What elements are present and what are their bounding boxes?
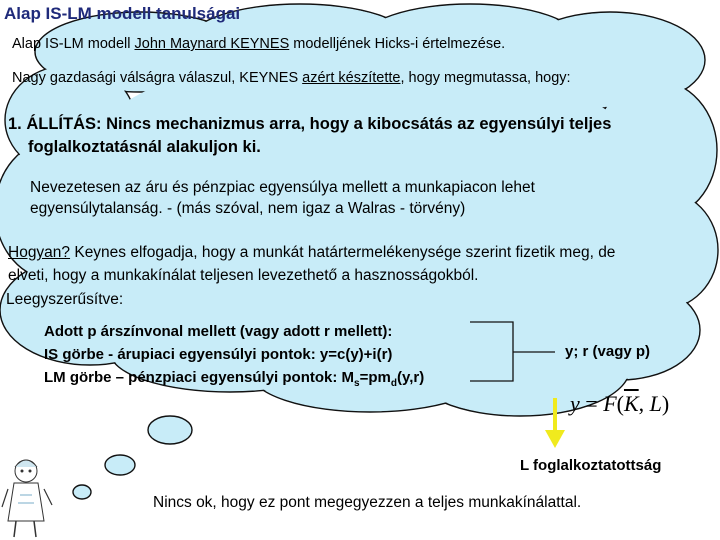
- lm-sub-s: s: [354, 378, 360, 389]
- simplified-label: Leegyszerűsítve:: [6, 291, 124, 308]
- crisis-line: [12, 70, 571, 86]
- how-question: Hogyan?: [8, 244, 71, 261]
- claim-block: [8, 113, 611, 159]
- lm-after: (y,r): [396, 369, 425, 386]
- crisis-underlined: azért készítette: [302, 70, 401, 86]
- formula-k-bar: $\overline{K}$: [623, 391, 639, 416]
- subtitle-before: Alap IS-LM modell: [12, 36, 135, 52]
- formula-open: (: [616, 391, 624, 416]
- conclusion: Nincs ok, hogy ez pont megegyezzen a teljes munkakínálattal.: [153, 494, 582, 511]
- subtitle: [12, 36, 505, 52]
- lm-before: LM görbe – pénzpiaci egyensúlyi pontok: M: [44, 369, 355, 386]
- cartoon-character: [0, 455, 58, 540]
- equations-block: [44, 320, 424, 395]
- how-line-2: elveti, hogy a munkakínálat teljesen levezethető a hasznosságokból.: [8, 267, 479, 284]
- formula-y: y: [570, 391, 580, 416]
- claim-line-1: 1. ÁLLÍTÁS: Nincs mechanizmus arra, hogy a kibocsátás az egyensúlyi teljes: [8, 115, 612, 133]
- crisis-before: Nagy gazdasági válságra válaszul, KEYNES: [12, 70, 303, 86]
- lm-mid: =pm: [359, 369, 391, 386]
- production-function: [570, 391, 669, 417]
- how-line-1-rest: Keynes elfogadja, hogy a munkát határtermelékenysége szerint fizetik meg, de: [70, 244, 616, 261]
- namely-line-1: Nevezetesen az áru és pénzpiac egyensúlya mellett a munkapiacon lehet: [30, 179, 535, 196]
- subtitle-keynes: John Maynard KEYNES: [134, 36, 290, 52]
- formula-comma: ,: [638, 391, 650, 416]
- equation-is-curve: IS görbe - árupiaci egyensúlyi pontok: y=c(y)+i(r): [44, 346, 393, 363]
- formula-f: F: [603, 391, 617, 416]
- crisis-after: , hogy megmutassa, hogy:: [400, 70, 571, 86]
- formula-close: ): [661, 391, 670, 416]
- claim-line-2: foglalkoztatásnál alakuljon ki.: [28, 138, 261, 156]
- slide-title: Alap IS-LM modell tanulságai: [4, 4, 241, 23]
- lm-sub-d: d: [390, 378, 397, 389]
- how-block: [8, 241, 615, 287]
- how-line-1: [8, 241, 615, 264]
- namely-line-2: egyensúlytalanság. - (más szóval, nem igaz a Walras - törvény): [30, 200, 466, 217]
- namely-block: [30, 177, 535, 219]
- result-label: y; r (vagy p): [565, 343, 651, 360]
- formula-eq: =: [579, 391, 604, 416]
- equation-lm-curve: [44, 366, 424, 395]
- subtitle-after: modelljének Hicks-i értelmezése.: [289, 36, 506, 52]
- equation-line-1: Adott p árszínvonal mellett (vagy adott r mellett):: [44, 323, 393, 340]
- labor-label: L foglalkoztatottság: [520, 457, 662, 474]
- formula-l: L: [649, 391, 662, 416]
